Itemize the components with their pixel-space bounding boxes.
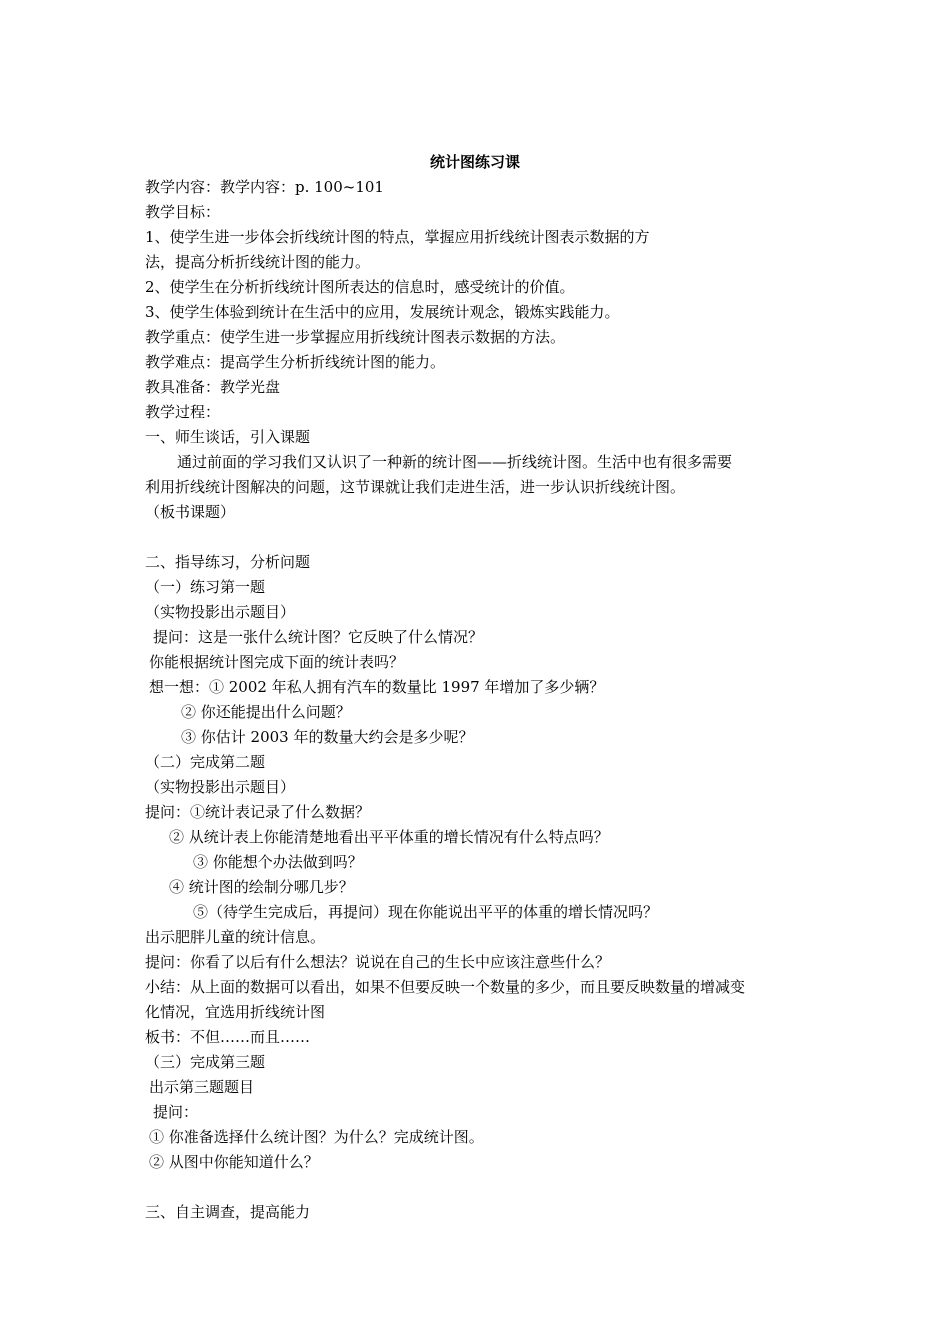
blank-line bbox=[145, 1175, 825, 1200]
text-line-objectives-heading: 教学目标： bbox=[145, 203, 221, 221]
document-body bbox=[145, 175, 825, 1225]
text-line-ask-1: 提问：①统计表记录了什么数据？ bbox=[145, 803, 371, 821]
text-line-think-3: ③ 你估计 2003 年的数量大约会是多少呢？ bbox=[181, 728, 474, 746]
text-line-content: 教学内容：教学内容：p. 100~101 bbox=[145, 178, 384, 196]
text-line-q3-item-2: ② 从图中你能知道什么？ bbox=[149, 1153, 319, 1171]
text-line-think-2: ② 你还能提出什么问题？ bbox=[181, 703, 351, 721]
text-line-question-2: 你能根据统计图完成下面的统计表吗？ bbox=[149, 653, 405, 671]
text-line-projection-2: （实物投影出示题目） bbox=[145, 778, 296, 796]
page-title: 统计图练习课 bbox=[429, 153, 520, 171]
text-line-question-1: 提问：这是一张什么统计图？它反映了什么情况？ bbox=[153, 628, 484, 646]
text-line-materials: 教具准备：教学光盘 bbox=[145, 378, 281, 396]
text-line-summary-a: 小结：从上面的数据可以看出，如果不但要反映一个数量的多少，而且要反映数量的增减变 bbox=[145, 978, 746, 996]
text-line-show-q3: 出示第三题题目 bbox=[149, 1078, 255, 1096]
text-line-board-title: （板书课题） bbox=[145, 503, 236, 521]
text-line-ask-4: ④ 统计图的绘制分哪几步？ bbox=[169, 878, 354, 896]
text-line-ask-2: ② 从统计表上你能清楚地看出平平体重的增长情况有什么特点吗？ bbox=[169, 828, 609, 846]
text-line-ask-3: ③ 你能想个办法做到吗？ bbox=[193, 853, 363, 871]
text-line-obesity-info: 出示肥胖儿童的统计信息。 bbox=[145, 928, 326, 946]
section-heading-3: 三、自主调查，提高能力 bbox=[145, 1203, 311, 1221]
text-line-ask-q3: 提问： bbox=[153, 1103, 199, 1121]
section-heading-2: 二、指导练习，分析问题 bbox=[145, 553, 311, 571]
text-line-ask-5: ⑤（待学生完成后，再提问）现在你能说出平平的体重的增长情况吗？ bbox=[193, 903, 659, 921]
text-line-intro-b: 利用折线统计图解决的问题，这节课就让我们走进生活，进一步认识折线统计图。 bbox=[145, 478, 686, 496]
section-heading-1: 一、师生谈话，引入课题 bbox=[145, 428, 311, 446]
text-line-difficulty: 教学难点：提高学生分析折线统计图的能力。 bbox=[145, 353, 446, 371]
text-line-key-point: 教学重点：使学生进一步掌握应用折线统计图表示数据的方法。 bbox=[145, 328, 566, 346]
text-line-intro-a: 通过前面的学习我们又认识了一种新的统计图——折线统计图。生活中也有很多需要 bbox=[177, 453, 733, 471]
subsection-heading-2: （二）完成第二题 bbox=[145, 753, 266, 771]
text-line-projection-1: （实物投影出示题目） bbox=[145, 603, 296, 621]
text-line-objective-3: 3、使学生体验到统计在生活中的应用，发展统计观念，锻炼实践能力。 bbox=[145, 303, 620, 321]
subsection-heading-3: （三）完成第三题 bbox=[145, 1053, 266, 1071]
subsection-heading-1: （一）练习第一题 bbox=[145, 578, 266, 596]
text-line-objective-1a: 1、使学生进一步体会折线统计图的特点，掌握应用折线统计图表示数据的方 bbox=[145, 228, 650, 246]
text-line-think-1: 想一想：① 2002 年私人拥有汽车的数量比 1997 年增加了多少辆？ bbox=[149, 678, 605, 696]
text-line-summary-b: 化情况，宜选用折线统计图 bbox=[145, 1003, 326, 1021]
text-line-objective-1b: 法，提高分析折线统计图的能力。 bbox=[145, 253, 371, 271]
text-line-board-note: 板书：不但……而且…… bbox=[145, 1028, 311, 1046]
blank-line bbox=[145, 525, 825, 550]
text-line-ask-thoughts: 提问：你看了以后有什么想法？说说在自己的生长中应该注意些什么？ bbox=[145, 953, 611, 971]
text-line-q3-item-1: ① 你准备选择什么统计图？为什么？完成统计图。 bbox=[149, 1128, 484, 1146]
text-line-process-heading: 教学过程： bbox=[145, 403, 221, 421]
text-line-objective-2: 2、使学生在分析折线统计图所表达的信息时，感受统计的价值。 bbox=[145, 278, 575, 296]
